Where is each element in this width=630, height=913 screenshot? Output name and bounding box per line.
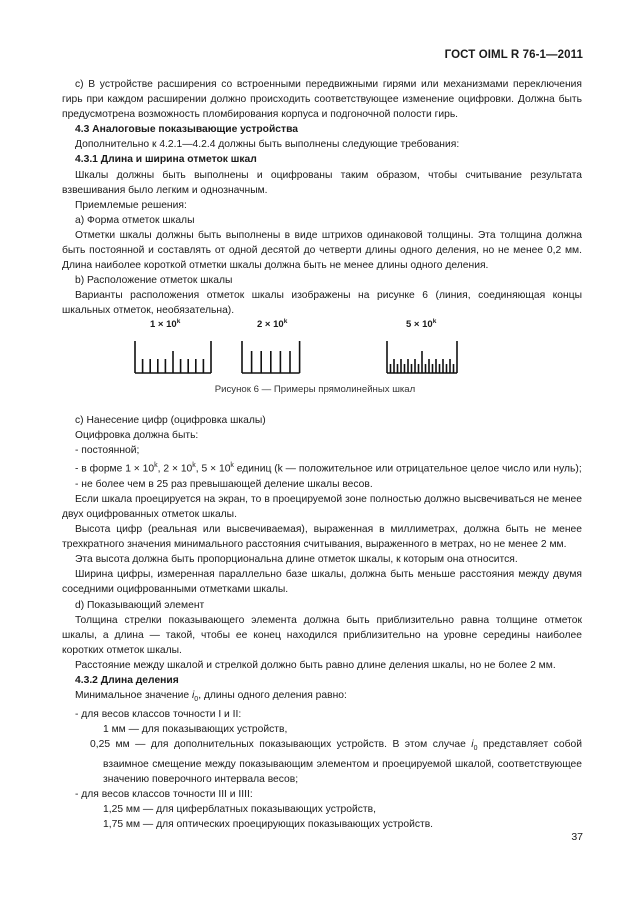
paragraph: a) Форма отметок шкалы (75, 214, 195, 226)
paragraph: Толщина стрелки показывающего элемента должна быть приблизительно равна толщине отметок шкалы, а длина — такой, чтобы ее конец находился приблизительно на уровне середины наиболее коротких отметок шкалы. (62, 614, 582, 656)
text-block-bottom (62, 413, 582, 832)
paragraph: c) В устройстве расширения со встроенными передвижными гирями или механизмами переключения гирь при каждом расширении должно происходить соответствующее изменение оцифровки. Должна быть предусмотрена возможность пломбирования корпуса и подгоночной полости гирь. (62, 79, 582, 121)
paragraph: Отметки шкалы должны быть выполнены в виде штрихов одинаковой толщины. Эта толщина должна быть постоянной и составлять от одной десятой до четверти длины одного деления, но не менее 0,2 мм. Длина наиболее короткой отметки шкалы должна быть не менее длины одного деления. (62, 229, 582, 272)
section-heading-4-3-1: 4.3.1 Длина и ширина отметок шкал (75, 154, 257, 166)
paragraph: b) Расположение отметок шкалы (75, 275, 233, 287)
paragraph-offset: 0,25 мм — для дополнительных показывающих устройств. В этом случае $i_0$ представляет собой взаимное смещение между показывающим элементом и проецируемой шкалой, соответствующее значению поверочного интервала весов; (90, 739, 582, 785)
document-id-header: ГОСТ OIML R 76-1—2011 (444, 49, 583, 61)
paragraph-digit-forms: - в форме $1 \times 10^k$, $2 \times 10^k$, $5 \times 10^k$ единиц (k — положительное или отрицательное целое число или нуль); (75, 462, 582, 475)
paragraph: 1,75 мм — для оптических проецирующих показывающих устройств. (103, 818, 434, 830)
paragraph: Если шкала проецируется на экран, то в проецируемой зоне полностью должно высвечиваться не менее двух оцифрованных отметок шкалы. (62, 493, 582, 520)
paragraph: Приемлемые решения: (75, 199, 187, 211)
paragraph: - для весов классов точности I и II: (75, 709, 242, 721)
scales-drawing (120, 312, 480, 382)
paragraph: Ширина цифры, измеренная параллельно базе шкалы, должна быть меньше расстояния между двумя соседними оцифрованными отметками шкалы. (62, 569, 582, 596)
paragraph: - не более чем в 25 раз превышающей деление шкалы весов. (75, 478, 373, 490)
paragraph: Шкалы должны быть выполнены и оцифрованы таким образом, чтобы считывание результата взвешивания было легким и однозначным. (62, 169, 582, 196)
scale-1x10k (135, 341, 211, 373)
paragraph: Оцифровка должна быть: (75, 430, 199, 442)
paragraph: - для весов классов точности III и IIII: (75, 788, 253, 800)
paragraph: Высота цифр (реальная или высвечиваемая), выраженная в миллиметрах, должна быть не менее трехкратного значения минимального расстояния считывания, выраженного в метрах, но не менее 2 мм. (62, 524, 582, 551)
paragraph: Дополнительно к 4.2.1—4.2.4 должны быть выполнены следующие требования: (75, 139, 460, 151)
section-heading-4-3-2: 4.3.2 Длина деления (75, 675, 179, 687)
page-number: 37 (571, 831, 583, 843)
paragraph: Варианты расположения отметок шкалы изображены на рисунке 6 (линия, соединяющая концы шкальных отметок, необязательна). (62, 290, 582, 317)
paragraph: c) Нанесение цифр (оцифровка шкалы) (75, 415, 266, 426)
text-block-top (62, 77, 582, 319)
paragraph: 1 мм — для показывающих устройств, (103, 724, 288, 736)
paragraph: - постоянной; (75, 445, 140, 457)
paragraph: d) Показывающий элемент (75, 599, 205, 611)
scale-label-5: $5 \times 10^k$ (406, 318, 437, 331)
scale-label-1: $1 \times 10^k$ (150, 318, 181, 331)
figure-6-scales (120, 312, 480, 382)
scale-5x10k (387, 341, 457, 373)
paragraph: Расстояние между шкалой и стрелкой должно быть равно длине деления шкалы, но не более 2 мм. (75, 659, 556, 671)
paragraph: Эта высота должна быть пропорциональна длине отметок шкалы, к которым она относится. (75, 554, 518, 566)
scale-label-2: $2 \times 10^k$ (257, 318, 288, 331)
paragraph: 1,25 мм — для циферблатных показывающих устройств, (103, 803, 376, 815)
paragraph-min-length: Минимальное значение $i_0$, длины одного деления равно: (75, 690, 347, 704)
section-heading-4-3: 4.3 Аналоговые показывающие устройства (75, 124, 298, 136)
scale-2x10k (242, 341, 300, 373)
figure-caption: Рисунок 6 — Примеры прямолинейных шкал (214, 384, 416, 395)
